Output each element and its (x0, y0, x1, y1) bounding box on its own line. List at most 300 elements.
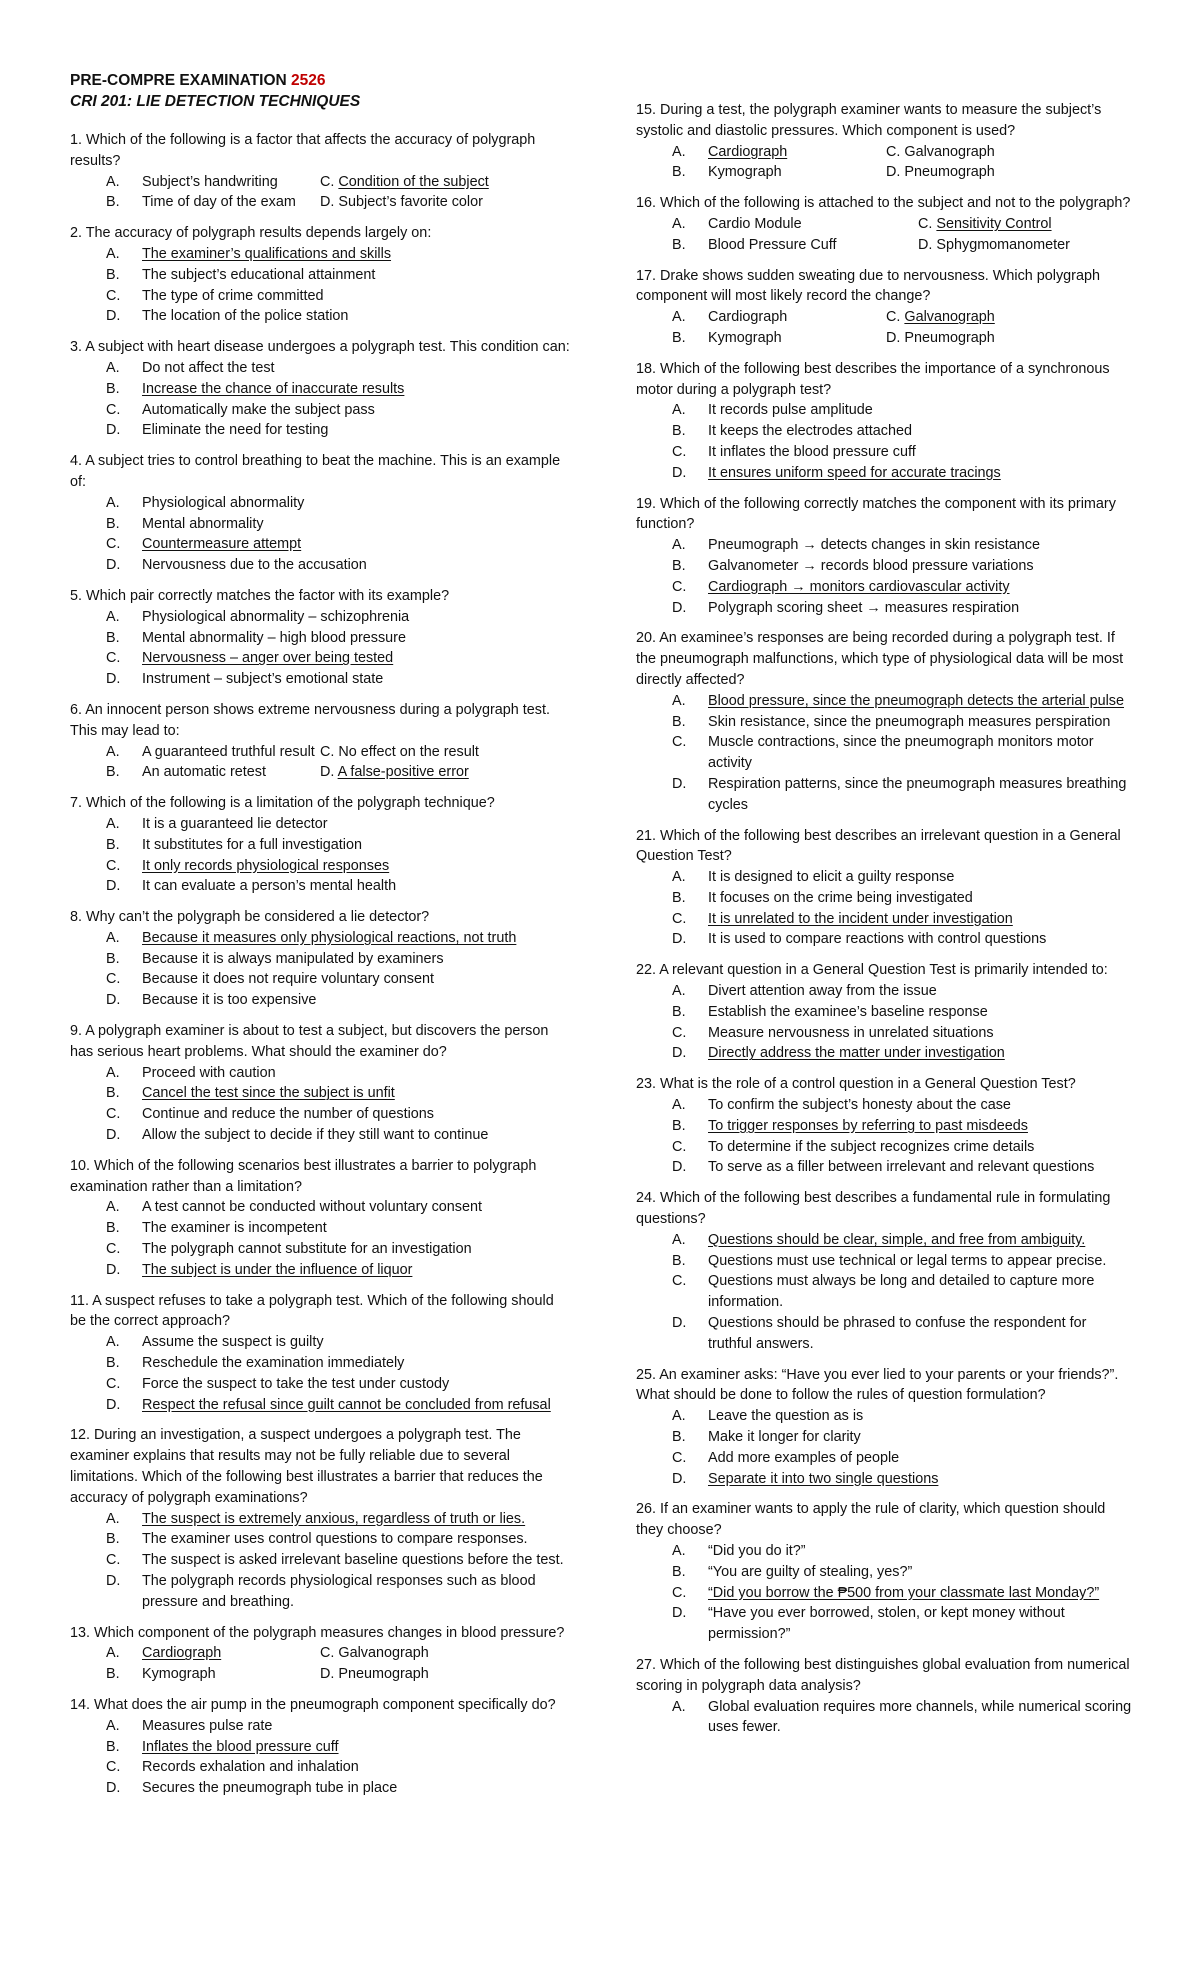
option-text: Assume the suspect is guilty (142, 1334, 324, 1351)
question-item (70, 1156, 570, 1281)
question-stem: 26. If an examiner wants to apply the rule of clarity, which question should they choose? (636, 1501, 1106, 1539)
option-letter: C. (672, 910, 687, 927)
exam-title: PRE-COMPRE EXAMINATION (70, 72, 287, 89)
answer-option (70, 949, 570, 970)
option-inline (320, 1664, 429, 1685)
option-letter: C. (106, 536, 121, 553)
question-stem: 7. Which of the following is a limitation of the polygraph technique? (70, 795, 495, 812)
answer-options (70, 742, 570, 784)
option-text: The polygraph cannot substitute for an investigation (142, 1241, 472, 1258)
answer-option (70, 358, 570, 379)
question-item (70, 337, 570, 441)
option-letter: A. (106, 494, 120, 511)
option-text: Because it measures only physiological reactions, not truth (142, 929, 517, 946)
answer-options (636, 867, 1136, 950)
option-text: The location of the police station (142, 308, 349, 325)
question-item (636, 1074, 1136, 1178)
answer-option (70, 555, 570, 576)
option-letter: A. (672, 869, 686, 886)
question-item (70, 907, 570, 1011)
option-letter: C. (672, 443, 687, 460)
answer-option (636, 981, 1136, 1002)
option-text: Make it longer for clarity (708, 1429, 861, 1446)
option-text: Sensitivity Control (936, 215, 1052, 232)
question-stem: 21. Which of the following best describes an irrelevant question in a General Question Test? (636, 827, 1121, 865)
answer-option (636, 774, 1136, 816)
answer-option (70, 1757, 570, 1778)
option-letter: D. (672, 1315, 687, 1332)
option-text: Because it is always manipulated by examiners (142, 950, 444, 967)
question-item (636, 359, 1136, 484)
option-text: “Did you do it?” (708, 1543, 806, 1559)
option-text: Galvanograph (904, 309, 995, 326)
option-text: Respiration patterns, since the pneumograph measures breathing cycles (708, 775, 1127, 813)
answer-option (70, 1550, 570, 1571)
option-letter: A. (106, 173, 120, 190)
option-letter: B. (106, 266, 120, 283)
option-text: Because it does not require voluntary consent (142, 971, 434, 988)
option-letter: C. (672, 1273, 687, 1290)
option-text: Pneumograph (904, 164, 995, 181)
answer-option (70, 1063, 570, 1084)
option-text: Directly address the matter under investigation (708, 1045, 1005, 1062)
answer-option (886, 162, 1136, 183)
answer-option (320, 1664, 570, 1685)
option-letter: A. (106, 1199, 120, 1216)
answer-option (70, 762, 320, 783)
answer-option (70, 669, 570, 690)
option-text: Polygraph scoring sheet → measures respiration (708, 599, 1020, 616)
answer-options (636, 535, 1136, 618)
option-letter: B. (672, 329, 686, 346)
answer-option (636, 1406, 1136, 1427)
answer-options (70, 493, 570, 576)
answer-option (70, 192, 320, 213)
answer-option (70, 648, 570, 669)
option-letter: A. (106, 359, 120, 376)
option-letter: A. (672, 143, 686, 160)
answer-option (636, 235, 918, 256)
answer-option (636, 1043, 1136, 1064)
option-text: Kymograph (708, 329, 782, 346)
option-letter: B. (106, 1085, 120, 1102)
exam-subject: CRI 201: LIE DETECTION TECHNIQUES (70, 93, 361, 110)
option-letter: D. (106, 308, 121, 325)
option-text: The examiner is incompetent (142, 1220, 327, 1237)
answer-option (636, 1271, 1136, 1313)
option-text: No effect on the result (338, 743, 479, 760)
option-text: It records pulse amplitude (708, 402, 873, 419)
answer-option (636, 556, 1136, 577)
answer-options (636, 981, 1136, 1064)
answer-option (70, 534, 570, 555)
option-letter: A. (106, 1064, 120, 1081)
option-text: Do not affect the test (142, 359, 275, 376)
option-letter: C. (672, 1024, 687, 1041)
option-text: Allow the subject to decide if they still want to continue (142, 1127, 489, 1144)
question-stem: 27. Which of the following best distinguishes global evaluation from numerical scoring in polygraph data analysis? (636, 1656, 1130, 1694)
option-text: It ensures uniform speed for accurate tracings (708, 464, 1001, 481)
option-text: Physiological abnormality (142, 494, 305, 511)
question-item (70, 1021, 570, 1146)
option-letter: C. (106, 1241, 121, 1258)
question-stem: 20. An examinee’s responses are being recorded during a polygraph test. If the pneumograph malfunctions, which type of physiological data will be most directly affected? (636, 630, 1124, 688)
option-inline (918, 235, 1070, 256)
option-letter: D. (106, 671, 121, 688)
answer-option (70, 1664, 320, 1685)
answer-options (636, 1230, 1136, 1355)
question-item (636, 266, 1136, 349)
answer-option (636, 1023, 1136, 1044)
answer-options (636, 1095, 1136, 1178)
answer-option (320, 742, 570, 763)
option-text: Kymograph (708, 164, 782, 181)
right-column (636, 100, 1136, 1748)
answer-options (70, 358, 570, 441)
answer-option (70, 265, 570, 286)
option-text: Subject’s favorite color (338, 194, 483, 211)
question-item (636, 1365, 1136, 1490)
option-text: Questions should be clear, simple, and free from ambiguity. (708, 1231, 1086, 1248)
option-text: Nervousness due to the accusation (142, 557, 367, 574)
option-letter: B. (672, 1003, 686, 1020)
answer-options (70, 244, 570, 327)
answer-options (70, 1332, 570, 1415)
option-letter: B. (106, 1355, 120, 1372)
option-letter: D. (106, 422, 121, 439)
option-text: Establish the examinee’s baseline response (708, 1003, 988, 1020)
answer-option (636, 1095, 1136, 1116)
option-text: Condition of the subject (338, 173, 489, 190)
option-letter: D. (672, 1159, 687, 1176)
option-letter-inline: D. (886, 164, 905, 181)
question-stem: 14. What does the air pump in the pneumograph component specifically do? (70, 1696, 556, 1713)
answer-option (70, 1716, 570, 1737)
option-letter: A. (672, 402, 686, 419)
question-item (636, 193, 1136, 255)
question-item (70, 1291, 570, 1416)
answer-options (70, 1509, 570, 1613)
option-letter: C. (106, 650, 121, 667)
option-letter: A. (106, 1645, 120, 1662)
question-stem: 19. Which of the following correctly matches the component with its primary function? (636, 495, 1116, 533)
answer-options (636, 307, 1136, 349)
answer-option (636, 1469, 1136, 1490)
answer-option (70, 1104, 570, 1125)
option-inline (320, 762, 469, 783)
option-letter: A. (672, 215, 686, 232)
question-item (636, 1655, 1136, 1738)
answer-option (70, 306, 570, 327)
answer-option (636, 1562, 1136, 1583)
answer-option (918, 235, 1136, 256)
answer-option (918, 214, 1136, 235)
option-letter-inline: C. (886, 143, 905, 160)
option-text: Questions should be phrased to confuse the respondent for truthful answers. (708, 1315, 1087, 1352)
option-letter: D. (106, 1573, 121, 1589)
option-inline (886, 162, 995, 183)
answer-option (636, 214, 918, 235)
question-item (70, 586, 570, 690)
option-letter: B. (106, 380, 120, 397)
answer-option (636, 463, 1136, 484)
option-letter-inline: D. (320, 764, 338, 781)
option-letter: A. (672, 1698, 686, 1715)
answer-option (320, 762, 570, 783)
option-letter-inline: C. (320, 1645, 339, 1662)
option-letter: C. (106, 1759, 121, 1776)
option-letter: D. (672, 775, 687, 792)
answer-option (636, 535, 1136, 556)
question-item (636, 1499, 1136, 1645)
option-letter-inline: D. (918, 236, 937, 253)
option-letter: B. (672, 1117, 686, 1134)
answer-option (70, 835, 570, 856)
option-letter: D. (672, 1045, 687, 1062)
option-text: Questions must always be long and detailed to capture more information. (708, 1273, 1095, 1311)
option-letter: C. (106, 971, 121, 988)
option-letter-inline: C. (886, 309, 905, 326)
option-letter: B. (106, 836, 120, 853)
answer-option (70, 1332, 570, 1353)
answer-option (70, 1529, 570, 1550)
question-item (636, 826, 1136, 951)
option-letter-inline: C. (320, 743, 339, 760)
option-inline (320, 742, 479, 763)
question-stem: 23. What is the role of a control question in a General Question Test? (636, 1076, 1076, 1093)
question-item (636, 960, 1136, 1064)
option-letter: C. (672, 1138, 687, 1155)
option-text: It is used to compare reactions with control questions (708, 931, 1047, 948)
option-letter-inline: D. (320, 194, 339, 211)
question-item (70, 223, 570, 327)
exam-code: 2526 (291, 72, 326, 89)
option-text: Respect the refusal since guilt cannot be concluded from refusal (142, 1396, 551, 1413)
option-text: Instrument – subject’s emotional state (142, 671, 384, 688)
answer-option (636, 1448, 1136, 1469)
answer-option (636, 929, 1136, 950)
option-letter: A. (106, 1334, 120, 1351)
option-text: Cardiograph (708, 143, 788, 160)
question-item (70, 793, 570, 897)
answer-options (636, 1406, 1136, 1489)
option-text: Cardiograph (142, 1645, 222, 1662)
answer-option (70, 400, 570, 421)
answer-option (70, 1239, 570, 1260)
answer-options (70, 1643, 570, 1685)
option-text: Eliminate the need for testing (142, 422, 329, 439)
option-text: The suspect is extremely anxious, regardless of truth or lies. (142, 1510, 526, 1527)
option-text: Questions must use technical or legal terms to appear precise. (708, 1252, 1107, 1269)
option-text: Increase the chance of inaccurate results (142, 380, 405, 397)
option-letter: B. (106, 1531, 120, 1548)
answer-option (636, 1137, 1136, 1158)
answer-options (70, 1063, 570, 1146)
question-stem: 17. Drake shows sudden sweating due to nervousness. Which polygraph component will most likely record the change? (636, 267, 1100, 305)
option-text: To serve as a filler between irrelevant and relevant questions (708, 1159, 1095, 1176)
answer-option (636, 888, 1136, 909)
option-text: The suspect is asked irrelevant baseline questions before the test. (142, 1552, 564, 1569)
question-item (70, 1695, 570, 1799)
answer-option (70, 1778, 570, 1799)
option-text: Pneumograph → detects changes in skin resistance (708, 537, 1040, 554)
option-letter: B. (106, 1738, 120, 1755)
option-text: Mental abnormality (142, 515, 264, 532)
option-letter: C. (672, 1584, 687, 1601)
answer-option (886, 328, 1136, 349)
option-text: Galvanograph (338, 1645, 429, 1662)
answer-options (70, 607, 570, 690)
exam-title-line (70, 70, 590, 91)
option-text: Divert attention away from the issue (708, 983, 937, 1000)
question-item (70, 451, 570, 576)
question-item (70, 1425, 570, 1612)
option-letter: C. (106, 857, 121, 874)
answer-option (70, 1737, 570, 1758)
option-letter: D. (106, 1127, 121, 1144)
option-text: Countermeasure attempt (142, 536, 302, 553)
answer-options (636, 691, 1136, 816)
question-stem: 1. Which of the following is a factor that affects the accuracy of polygraph results? (70, 132, 536, 169)
question-stem: 22. A relevant question in a General Question Test is primarily intended to: (636, 962, 1108, 979)
answer-option (636, 691, 1136, 712)
question-stem: 24. Which of the following best describes a fundamental rule in formulating questions? (636, 1190, 1111, 1228)
option-text: The subject is under the influence of liquor (142, 1261, 413, 1278)
answer-option (636, 1541, 1136, 1562)
option-text: Global evaluation requires more channels, while numerical scoring uses fewer. (708, 1698, 1132, 1736)
answer-option (70, 607, 570, 628)
option-letter: B. (106, 950, 120, 967)
option-text: Kymograph (142, 1666, 216, 1683)
question-stem: 10. Which of the following scenarios best illustrates a barrier to polygraph examination rather than a limitation? (70, 1157, 537, 1195)
option-letter-inline: C. (918, 215, 937, 232)
option-letter: C. (106, 401, 121, 418)
option-text: A test cannot be conducted without voluntary consent (142, 1199, 482, 1216)
option-letter: B. (672, 557, 686, 574)
option-letter: B. (106, 1220, 120, 1237)
answer-option (70, 1083, 570, 1104)
answer-option (636, 1116, 1136, 1137)
answer-options (636, 1697, 1136, 1739)
option-letter: C. (106, 1552, 121, 1569)
option-letter: B. (106, 194, 120, 211)
answer-option (636, 1251, 1136, 1272)
option-letter-inline: C. (320, 173, 339, 190)
option-letter: A. (106, 1510, 120, 1527)
left-column (70, 130, 570, 1809)
answer-option (70, 876, 570, 897)
answer-option (70, 1509, 570, 1530)
option-text: Blood pressure, since the pneumograph detects the arterial pulse (708, 692, 1124, 709)
option-text: Galvanometer → records blood pressure variations (708, 557, 1034, 574)
option-text: Nervousness – anger over being tested (142, 650, 394, 667)
answer-option (636, 307, 886, 328)
option-text: The polygraph records physiological responses such as blood pressure and breathing. (142, 1573, 536, 1610)
option-letter: B. (672, 423, 686, 440)
question-stem: 6. An innocent person shows extreme nervousness during a polygraph test. This may lead to: (70, 701, 550, 739)
answer-option (636, 1230, 1136, 1251)
question-stem: 11. A suspect refuses to take a polygraph test. Which of the following should be the correct approach? (70, 1292, 554, 1330)
answer-option (70, 628, 570, 649)
answer-option (70, 172, 320, 193)
option-text: Measures pulse rate (142, 1717, 273, 1734)
question-stem: 3. A subject with heart disease undergoes a polygraph test. This condition can: (70, 339, 570, 356)
option-letter: A. (672, 983, 686, 1000)
question-item (70, 1623, 570, 1685)
option-text: The type of crime committed (142, 287, 324, 304)
answer-options (636, 1541, 1136, 1645)
answer-option (70, 1260, 570, 1281)
option-text: It only records physiological responses (142, 857, 390, 874)
option-text: It inflates the blood pressure cuff (708, 443, 916, 460)
answer-option (636, 1697, 1136, 1739)
option-text: It keeps the electrodes attached (708, 423, 912, 440)
answer-option (636, 1603, 1136, 1645)
answer-option (70, 969, 570, 990)
question-stem: 9. A polygraph examiner is about to test a subject, but discovers the person has serious heart problems. What should the examiner do? (70, 1023, 549, 1060)
option-text: A false-positive error (337, 764, 469, 781)
option-text: Measure nervousness in unrelated situations (708, 1024, 994, 1041)
option-text: Mental abnormality – high blood pressure (142, 629, 406, 646)
option-letter: D. (672, 599, 687, 616)
question-item (636, 1188, 1136, 1354)
option-letter: B. (672, 1429, 686, 1446)
option-text: Add more examples of people (708, 1449, 900, 1466)
answer-option (636, 712, 1136, 733)
answer-option (70, 286, 570, 307)
answer-option (70, 1125, 570, 1146)
option-text: Pneumograph (338, 1666, 429, 1683)
answer-option (320, 192, 570, 213)
option-letter: D. (672, 931, 687, 948)
option-text: Galvanograph (904, 143, 995, 160)
answer-option (636, 1157, 1136, 1178)
option-text: Because it is too expensive (142, 992, 317, 1009)
option-letter: C. (106, 1375, 121, 1392)
option-text: The examiner uses control questions to compare responses. (142, 1531, 528, 1548)
option-letter: D. (106, 557, 121, 574)
option-inline (886, 142, 995, 163)
option-text: Inflates the blood pressure cuff (142, 1738, 339, 1755)
answer-option (70, 742, 320, 763)
option-letter: A. (106, 743, 120, 760)
answer-option (636, 1002, 1136, 1023)
option-text: Cardio Module (708, 215, 802, 232)
option-letter: A. (106, 815, 120, 832)
answer-option (320, 1643, 570, 1664)
option-letter: D. (106, 992, 121, 1009)
option-letter: A. (672, 537, 686, 554)
option-letter: B. (672, 1563, 686, 1580)
option-inline (918, 214, 1052, 235)
option-text: Separate it into two single questions (708, 1470, 939, 1487)
option-text: Continue and reduce the number of questions (142, 1106, 435, 1123)
option-text: Records exhalation and inhalation (142, 1759, 359, 1776)
option-text: “Did you borrow the ₱500 from your classmate last Monday?” (708, 1584, 1100, 1601)
option-text: Automatically make the subject pass (142, 401, 375, 418)
answer-options (70, 928, 570, 1011)
answer-option (70, 1197, 570, 1218)
option-letter: A. (106, 608, 120, 625)
answer-options (70, 1716, 570, 1799)
option-letter: C. (672, 1449, 687, 1466)
option-letter: D. (106, 878, 121, 895)
answer-option (636, 162, 886, 183)
question-item (636, 494, 1136, 619)
answer-option (636, 598, 1136, 619)
option-inline (320, 192, 483, 213)
option-letter: A. (672, 692, 686, 709)
